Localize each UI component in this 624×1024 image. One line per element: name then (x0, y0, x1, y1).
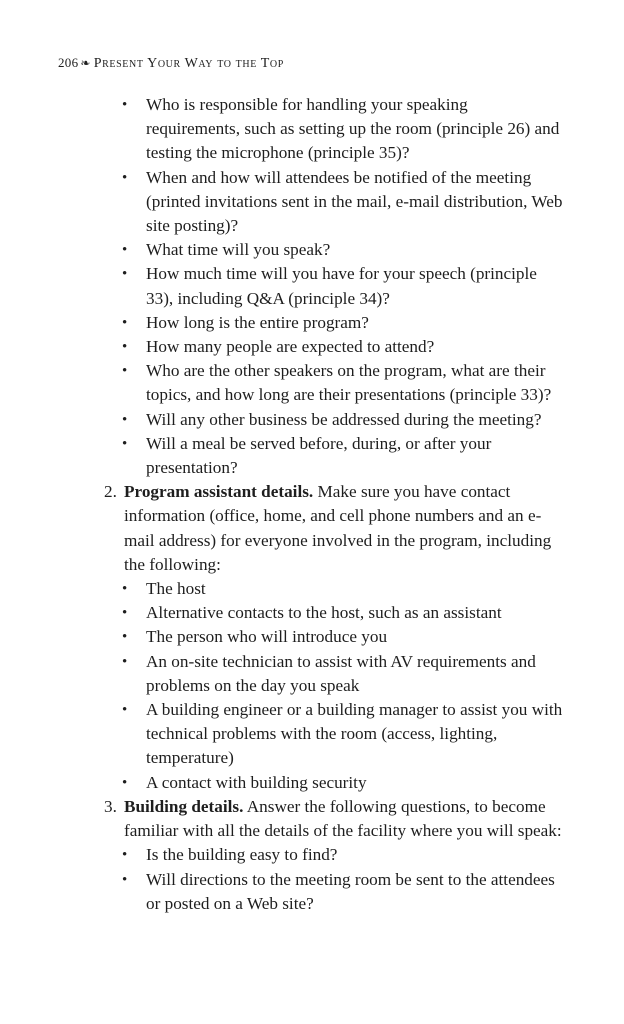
bullet-icon: • (122, 363, 128, 380)
section-program-assistant (0, 480, 568, 577)
running-head (58, 55, 284, 72)
list-item-text: How long is the entire program? (146, 312, 369, 332)
list-item-text: When and how will attendees be notified of the meeting (printed invitations sent in the mail, e-mail distribution, Web site posting)? (146, 167, 563, 236)
bullet-icon: • (122, 242, 128, 259)
list-item-text: What time will you speak? (146, 240, 331, 260)
section-number: 2. (104, 482, 117, 502)
list-item (0, 577, 566, 601)
list-item-text: A contact with building security (146, 772, 367, 792)
bullet-icon: • (122, 653, 128, 670)
list-item (0, 335, 566, 359)
bullet-icon: • (122, 774, 128, 791)
list-item-text: The person who will introduce you (146, 627, 388, 647)
list-item (0, 311, 566, 335)
list-item-text: Is the building easy to find? (146, 845, 338, 865)
list-item-text: How many people are expected to attend? (146, 337, 435, 357)
section-text: Answer the following questions, to become familiar with all the details of the facility where you will speak: (124, 796, 562, 841)
list-item-text: Who are the other speakers on the program, what are their topics, and how long are their presentations (principle 33)? (146, 361, 552, 405)
list-item (0, 262, 566, 310)
section-text: Make sure you have contact information (office, home, and cell phone numbers and an e-mail address) for everyone involved in the program, including the following: (124, 482, 552, 574)
section-building-details (0, 795, 568, 843)
bullet-icon: • (122, 702, 128, 719)
bullet-icon: • (122, 581, 128, 598)
list-item-text: The host (146, 579, 206, 599)
section-number: 3. (104, 796, 117, 816)
bullet-icon: • (122, 629, 128, 646)
intro-bullet-list (0, 93, 624, 480)
list-item (0, 650, 566, 698)
list-item-text: Will a meal be served before, during, or after your presentation? (146, 433, 492, 478)
page-body (0, 93, 624, 916)
list-item (0, 93, 566, 166)
list-item-text: Alternative contacts to the host, such as an assistant (146, 603, 502, 623)
bullet-icon: • (122, 435, 128, 452)
bullet-icon: • (122, 411, 128, 428)
list-item (0, 166, 566, 239)
list-item-text: How much time will you have for your speech (principle 33), including Q&A (principle 34)? (146, 264, 537, 308)
list-item (0, 771, 566, 795)
list-item-text: Will directions to the meeting room be sent to the attendees or posted on a Web site? (146, 869, 555, 913)
list-item-text: Will any other business be addressed during the meeting? (146, 409, 542, 429)
bullet-icon: • (122, 97, 128, 113)
program-assistant-bullet-list (0, 577, 624, 795)
bullet-icon: • (122, 339, 128, 356)
list-item (0, 601, 566, 625)
page-number: 206 (58, 55, 79, 70)
list-item (0, 868, 566, 916)
bullet-icon: • (122, 169, 128, 186)
list-item (0, 238, 566, 262)
list-item-text: A building engineer or a building manager to assist you with technical problems with the room (access, lighting, temperature) (146, 700, 563, 768)
list-item (0, 359, 566, 407)
bullet-icon: • (122, 314, 128, 331)
bullet-icon: • (122, 847, 128, 864)
section-heading: Building details. (124, 796, 244, 816)
section-heading: Program assistant details. (124, 482, 314, 502)
list-item-text: An on-site technician to assist with AV requirements and problems on the day you speak (146, 651, 536, 695)
list-item-text: Who is responsible for handling your speaking requirements, such as setting up the room (principle 26) and testing the microphone (principle 35)? (146, 95, 560, 163)
bullet-icon: • (122, 266, 128, 283)
list-item (0, 408, 566, 432)
list-item (0, 843, 566, 867)
fleuron-ornament-icon: ❧ (80, 56, 91, 70)
list-item (0, 432, 566, 480)
bullet-icon: • (122, 871, 128, 888)
book-title: Present Your Way to the Top (93, 56, 284, 71)
bullet-icon: • (122, 605, 128, 622)
list-item (0, 625, 566, 649)
building-details-bullet-list (0, 843, 624, 916)
list-item (0, 698, 566, 771)
